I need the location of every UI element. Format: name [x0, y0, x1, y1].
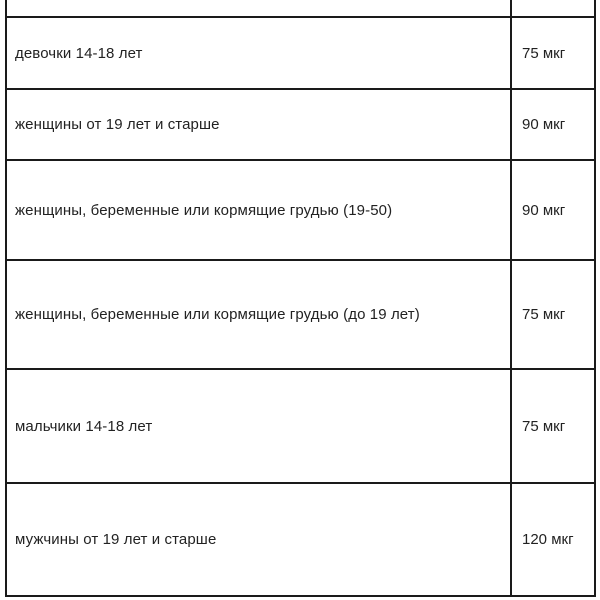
- value-cell: [512, 0, 594, 16]
- value-cell: 75 мкг: [522, 306, 566, 323]
- value-cell: 120 мкг: [522, 531, 574, 548]
- group-cell: женщины, беременные или кормящие грудью (до 19 лет): [7, 261, 512, 368]
- table-row: [7, 261, 594, 370]
- table-row: [7, 484, 594, 597]
- value-cell: 75 мкг: [522, 417, 566, 435]
- table-row: [7, 18, 594, 90]
- group-cell: женщины от 19 лет и старше: [7, 90, 512, 159]
- table-row: [7, 90, 594, 161]
- value-cell: 90 мкг: [522, 116, 566, 133]
- group-cell: мальчики 14-18 лет: [7, 370, 512, 482]
- dosage-table: [5, 0, 596, 597]
- group-cell: женщины, беременные или кормящие грудью (19-50): [7, 161, 512, 259]
- table-row: [7, 370, 594, 484]
- group-cell: девочки 14-18 лет: [7, 18, 512, 88]
- table-row: [7, 161, 594, 261]
- value-cell: 90 мкг: [522, 201, 566, 219]
- group-cell: мужчины от 19 лет и старше: [7, 484, 512, 595]
- value-cell: 75 мкг: [522, 44, 566, 62]
- table-row: [7, 0, 594, 18]
- group-cell: [7, 0, 512, 16]
